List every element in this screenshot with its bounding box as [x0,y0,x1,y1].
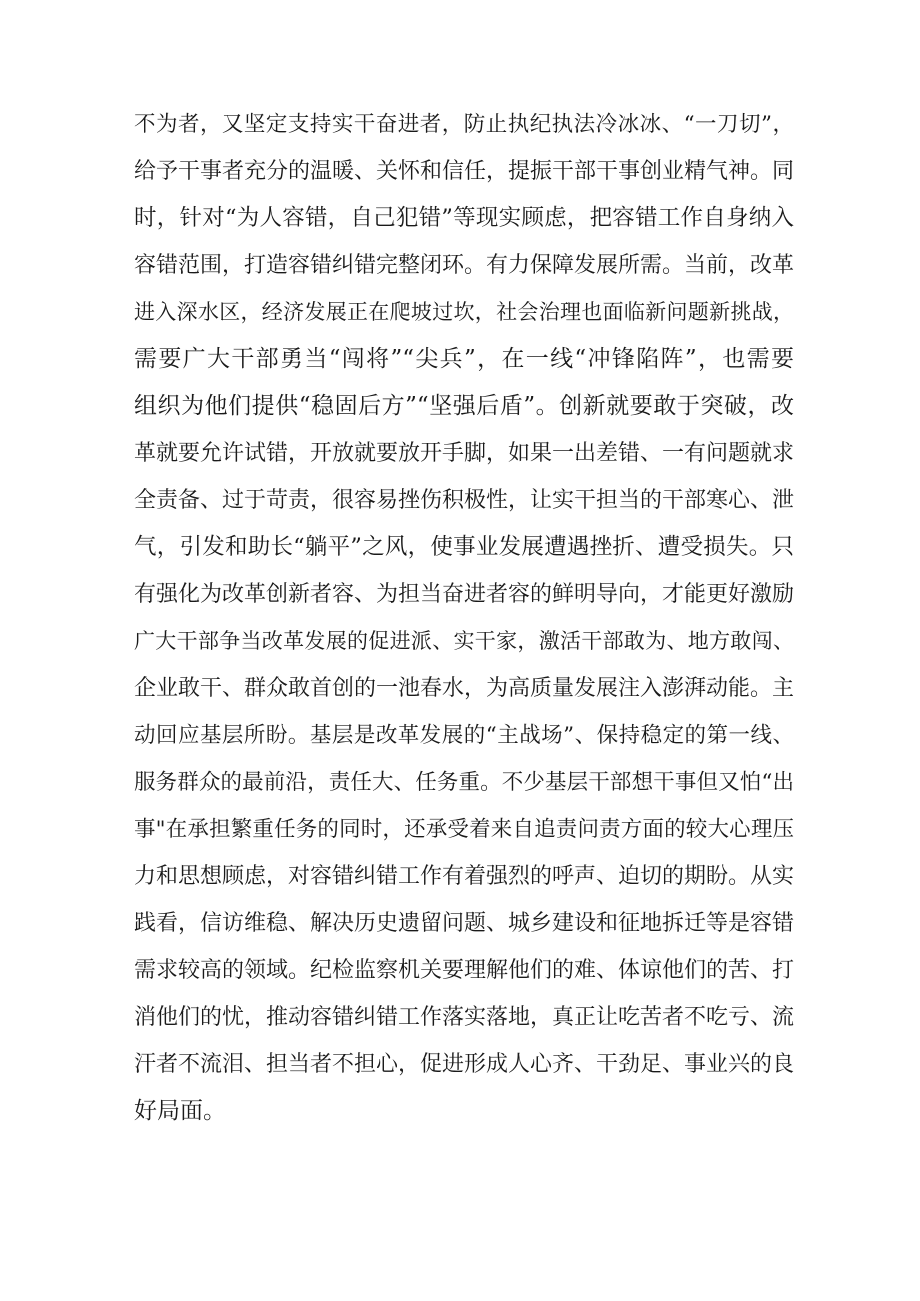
body-paragraph [134,101,794,1135]
paragraph-line: 给予干事者充分的温暖、关怀和信任，提振干部干事创业精气神。同 [134,159,795,184]
paragraph-line: 有强化为改革创新者容、为担当奋进者容的鲜明导向，才能更好激励 [134,582,795,607]
paragraph-line: 需求较高的领域。纪检监察机关要理解他们的难、体谅他们的苦、打 [134,958,795,983]
paragraph-line: 时，针对“为人容错，自己犯错”等现实顾虑，把容错工作自身纳入 [134,205,794,231]
paragraph-line: 事"在承担繁重任务的同时，还承受着来自追责问责方面的较大心理压 [134,817,794,842]
paragraph-line: 需要广大干部勇当“闯将”“尖兵”，在一线“冲锋陷阵”，也需要 [134,346,794,372]
paragraph-line: 广大干部争当改革发展的促进派、实干家，激活干部敢为、地方敢闯、 [134,629,794,653]
paragraph-line: 践看，信访维稳、解决历史遗留问题、城乡建设和征地拆迁等是容错 [134,911,795,936]
paragraph-line: 好局面。 [134,1098,226,1124]
paragraph-line: 革就要允许试错，开放就要放开手脚，如果一出差错、一有问题就求 [134,441,795,466]
paragraph-line: 组织为他们提供“稳固后方”“坚强后盾”。创新就要敢于突破，改 [134,393,794,419]
paragraph-line: 全责备、过于苛责，很容易挫伤积极性，让实干担当的干部寒心、泄 [134,488,795,513]
paragraph-line: 进入深水区，经济发展正在爬坡过坎，社会治理也面临新问题新挑战， [134,300,794,324]
paragraph-line: 服务群众的最前沿，责任大、任务重。不少基层干部想干事但又怕“出 [134,770,794,795]
paragraph-line: 气，引发和助长“躺平”之风，使事业发展遭遇挫折、遭受损失。只 [134,534,794,560]
paragraph-line: 力和思想顾虑，对容错纠错工作有着强烈的呼声、迫切的期盼。从实 [134,864,795,889]
paragraph-line: 动回应基层所盼。基层是改革发展的“主战场”、保持稳定的第一线、 [134,723,794,748]
paragraph-line: 消他们的忧，推动容错纠错工作落实落地，真正让吃苦者不吃亏、流 [134,1005,795,1030]
paragraph-line: 企业敢干、群众敢首创的一池春水，为高质量发展注入澎湃动能。主 [134,676,795,701]
paragraph-line: 汗者不流泪、担当者不担心，促进形成人心齐、干劲足、事业兴的良 [134,1052,795,1077]
paragraph-line: 不为者，又坚定支持实干奋进者，防止执纪执法冷冰冰、“一刀切”， [134,112,794,137]
paragraph-line: 容错范围，打造容错纠错完整闭环。有力保障发展所需。当前，改革 [134,253,795,278]
